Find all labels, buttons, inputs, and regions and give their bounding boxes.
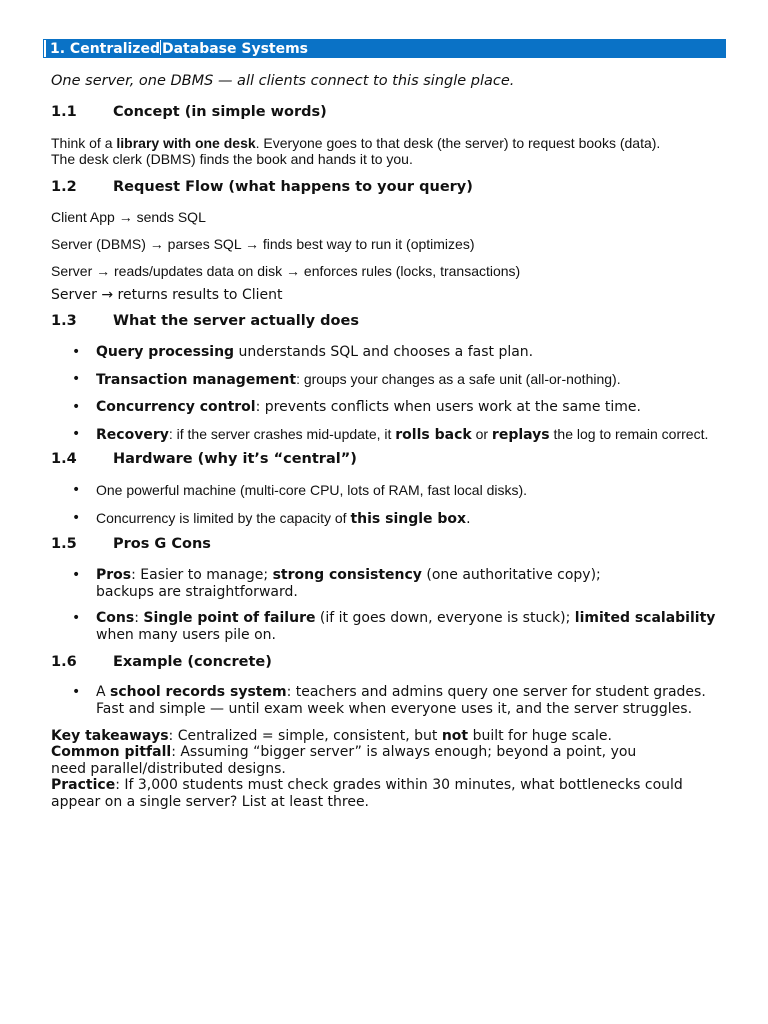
bold-text: Cons xyxy=(96,610,135,626)
title-part-1: 1. Centralized xyxy=(50,41,160,57)
heading-1-6 xyxy=(51,654,272,670)
common-pitfall xyxy=(51,744,636,761)
flow-step-1: Client App → sends SQL xyxy=(51,209,206,225)
bullet-icon: • xyxy=(72,510,81,526)
text: the log to remain correct. xyxy=(549,426,709,442)
heading-text: What the server actually does xyxy=(113,313,359,329)
bullet-icon: • xyxy=(72,399,81,415)
text: : Centralized = simple, consistent, but xyxy=(168,728,442,744)
text: : teachers and admins query one server for student grades. xyxy=(286,684,706,700)
bold-text: Key takeaways xyxy=(51,728,169,744)
concept-line-1 xyxy=(51,135,660,151)
hardware-list xyxy=(51,482,527,528)
bold-text: replays xyxy=(491,427,550,443)
bold-text: Common pitfall xyxy=(51,744,172,760)
heading-number: 1.6 xyxy=(51,654,77,670)
bold-text: library with one desk xyxy=(116,135,256,151)
list-item xyxy=(51,399,708,416)
list-item xyxy=(51,371,708,389)
text: when many users pile on. xyxy=(96,627,276,643)
text: built for huge scale. xyxy=(468,728,612,744)
heading-1-5 xyxy=(51,536,211,552)
title-part-2: Database Systems xyxy=(161,41,309,57)
text: A xyxy=(96,684,111,700)
heading-number: 1.2 xyxy=(51,179,77,195)
key-takeaways xyxy=(51,728,612,745)
bold-text: Single point of failure xyxy=(143,610,316,626)
text: : xyxy=(134,610,144,626)
heading-number: 1.3 xyxy=(51,313,77,329)
bold-text: Practice xyxy=(51,777,116,793)
text: Concurrency is limited by the capacity of xyxy=(96,510,351,526)
bold-text: Concurrency control xyxy=(96,399,256,415)
list-item xyxy=(51,344,708,361)
heading-text: Hardware (why it’s “central”) xyxy=(113,451,357,467)
bullet-icon: • xyxy=(72,567,81,583)
heading-text: Request Flow (what happens to your query) xyxy=(113,179,473,195)
bold-text: limited scalability xyxy=(574,610,716,626)
section-title-bar xyxy=(44,40,725,57)
flow-step-2: Server (DBMS) → parses SQL → finds best way to run it (optimizes) xyxy=(51,236,475,252)
heading-1-1 xyxy=(51,104,327,120)
bullet-icon: • xyxy=(72,482,81,498)
heading-1-3 xyxy=(51,313,359,329)
text: Fast and simple — until exam week when everyone uses it, and the server struggles. xyxy=(96,701,693,717)
server-duties-list xyxy=(51,344,708,444)
bold-text: strong consistency xyxy=(272,567,422,583)
bold-text: school records system xyxy=(110,684,287,700)
intro-line: One server, one DBMS — all clients connect to this single place. xyxy=(51,73,515,89)
list-item xyxy=(51,426,708,444)
text: : prevents conflicts when users work at the same time. xyxy=(255,399,641,415)
bold-text: Transaction management xyxy=(96,372,297,388)
text: : If 3,000 students must check grades within 30 minutes, what bottlenecks could xyxy=(115,777,683,793)
text: Think of a xyxy=(51,135,117,151)
heading-text: Example (concrete) xyxy=(113,654,272,670)
bullet-icon: • xyxy=(72,426,81,442)
flow-step-4: Server → returns results to Client xyxy=(51,287,283,303)
text: . xyxy=(466,511,471,527)
text: (if it goes down, everyone is stuck); xyxy=(315,610,575,626)
bold-text: Recovery xyxy=(96,427,169,443)
text: : groups your changes as a safe unit (all-or-nothing). xyxy=(296,371,621,387)
bullet-icon: • xyxy=(72,684,81,700)
heading-text: Pros G Cons xyxy=(113,536,211,552)
heading-1-4 xyxy=(51,451,357,467)
list-item xyxy=(51,482,527,500)
example-list xyxy=(51,684,706,718)
bold-text: rolls back xyxy=(395,427,472,443)
list-item xyxy=(51,610,715,644)
text: : Easier to manage; xyxy=(131,567,273,583)
text: : Assuming “bigger server” is always enough; beyond a point, you xyxy=(171,744,637,760)
common-pitfall-line-2: need parallel/distributed designs. xyxy=(51,761,286,777)
text: . Everyone goes to that desk (the server) to request books (data). xyxy=(255,135,661,151)
text: backups are straightforward. xyxy=(96,584,298,600)
practice xyxy=(51,777,683,794)
concept-line-2: The desk clerk (DBMS) finds the book and hands it to you. xyxy=(51,151,413,167)
list-item xyxy=(51,567,715,601)
heading-text: Concept (in simple words) xyxy=(113,104,327,120)
bullet-icon: • xyxy=(72,371,81,387)
text: One powerful machine (multi-core CPU, lots of RAM, fast local disks). xyxy=(96,482,528,498)
bold-text: not xyxy=(441,728,469,744)
text: : if the server crashes mid-update, it xyxy=(168,426,396,442)
pros-cons-list xyxy=(51,567,715,644)
heading-number: 1.1 xyxy=(51,104,77,120)
bold-text: this single box xyxy=(350,511,467,527)
bold-text: Pros xyxy=(96,567,132,583)
text: or xyxy=(471,426,492,442)
text: (one authoritative copy); xyxy=(421,567,601,583)
flow-step-3: Server → reads/updates data on disk → enforces rules (locks, transactions) xyxy=(51,263,521,279)
heading-1-2 xyxy=(51,179,473,195)
bullet-icon: • xyxy=(72,344,81,360)
heading-number: 1.4 xyxy=(51,451,77,467)
bullet-icon: • xyxy=(72,610,81,626)
text: understands SQL and chooses a fast plan. xyxy=(234,344,534,360)
practice-line-2: appear on a single server? List at least three. xyxy=(51,794,370,810)
list-item xyxy=(51,684,706,718)
text-cursor xyxy=(160,40,161,55)
heading-number: 1.5 xyxy=(51,536,77,552)
list-item xyxy=(51,510,527,528)
bold-text: Query processing xyxy=(96,344,235,360)
